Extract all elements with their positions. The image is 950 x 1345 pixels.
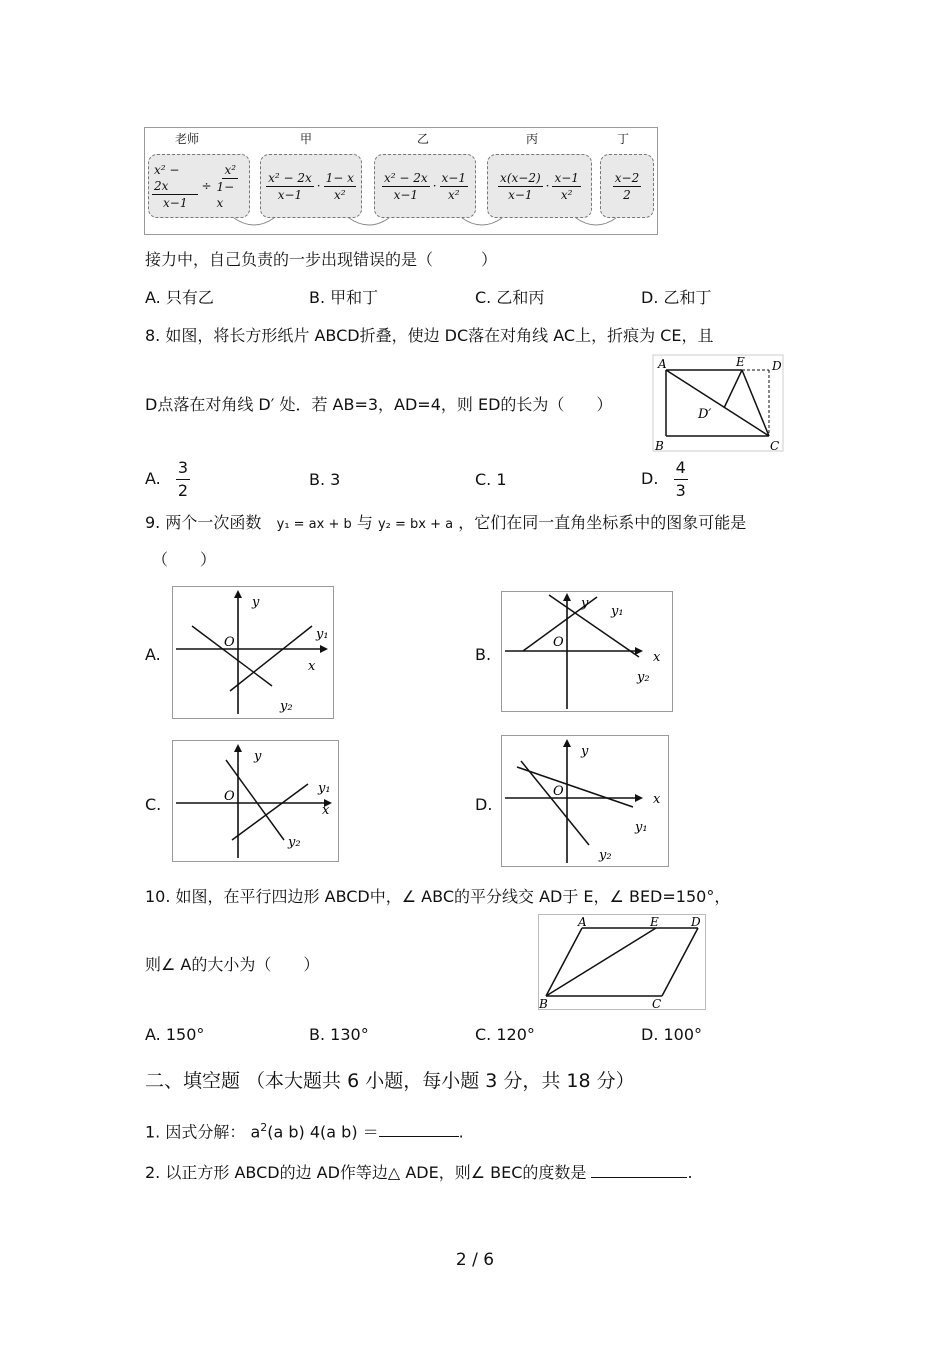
q8-label-e: E bbox=[736, 355, 745, 369]
q8-option-a bbox=[145, 458, 190, 501]
q8-figure bbox=[652, 354, 784, 452]
q9-c-y2-label: y₂ bbox=[288, 835, 301, 850]
q10-label-a: A bbox=[578, 915, 587, 929]
q9-a-y1-label: y₁ bbox=[316, 627, 329, 642]
box2-f2-num: x−1 bbox=[441, 170, 466, 185]
box3-f2-num: x−1 bbox=[554, 170, 579, 185]
q9-b-y1-label: y₁ bbox=[611, 604, 624, 619]
q9-option-d-label: D. bbox=[475, 795, 493, 814]
box3-f1-den: x−1 bbox=[508, 187, 533, 202]
fill-q1-prefix: 1. 因式分解： a bbox=[145, 1122, 261, 1142]
q9-function-1: y₁ = ax + b bbox=[276, 517, 352, 532]
q10-line1: 10. 如图，在平行四边形 ABCD中，∠ ABC的平分线交 AD于 E，∠ BED=150°， bbox=[145, 887, 731, 906]
q9-d-origin-label: O bbox=[553, 784, 564, 799]
fill-q2-text: 2. 以正方形 ABCD的边 AD作等边△ ADE，则∠ BEC的度数是 bbox=[145, 1163, 587, 1182]
box3-f2-den: x² bbox=[560, 187, 573, 202]
fill-q2 bbox=[145, 1161, 693, 1184]
q8-option-d-label: D. bbox=[641, 469, 659, 488]
q10-option-a: A. 150° bbox=[145, 1025, 205, 1044]
q8-option-b: B. 3 bbox=[309, 470, 341, 489]
relay-arrow-3 bbox=[462, 218, 502, 225]
q7-option-b: B. 甲和丁 bbox=[309, 288, 379, 307]
q7-text: 接力中，自己负责的一步出现错误的是（ ） bbox=[145, 250, 498, 269]
q9-graph-d bbox=[501, 735, 669, 867]
q9-suffix: ，它们在同一直角坐标系中的图象可能是 bbox=[458, 513, 747, 532]
box3-op: · bbox=[545, 179, 550, 193]
q8-option-a-den: 2 bbox=[177, 481, 189, 500]
q8-option-d bbox=[641, 458, 688, 501]
q10-label-b: B bbox=[539, 997, 548, 1010]
q8-label-d: D bbox=[772, 359, 782, 373]
relay-box-jia bbox=[260, 154, 362, 218]
q9-a-origin-label: O bbox=[224, 635, 235, 650]
q10-label-c: C bbox=[652, 997, 662, 1010]
q9-a-y-label: y bbox=[252, 595, 260, 610]
box4-num: x−2 bbox=[614, 170, 640, 185]
q9-b-y2-label: y₂ bbox=[637, 670, 650, 685]
section-2-heading: 二、填空题 （本大题共 6 小题，每小题 3 分，共 18 分） bbox=[145, 1070, 635, 1092]
q9-stem bbox=[145, 512, 746, 536]
relay-header-ding: 丁 bbox=[617, 132, 630, 146]
q7-option-a: A. 只有乙 bbox=[145, 288, 214, 307]
q9-a-x-label: x bbox=[308, 659, 316, 674]
q10-label-e: E bbox=[650, 915, 659, 929]
q9-c-y1-label: y₁ bbox=[318, 781, 331, 796]
q9-a-y2-label: y₂ bbox=[280, 699, 293, 714]
relay-box-teacher bbox=[148, 154, 250, 218]
q10-option-c: C. 120° bbox=[475, 1025, 535, 1044]
q8-line1: 8. 如图，将长方形纸片 ABCD折叠，使边 DC落在对角线 AC上，折痕为 CE，且 bbox=[145, 326, 714, 345]
q9-d-y1-label: y₁ bbox=[635, 820, 648, 835]
q10-option-b: B. 130° bbox=[309, 1025, 369, 1044]
box0-f1-num: x² − 2x bbox=[152, 162, 198, 195]
q10-line2: 则∠ A的大小为（ ） bbox=[145, 955, 320, 974]
fill-q1-answer-blank[interactable] bbox=[379, 1120, 459, 1137]
box1-f2-num: 1− x bbox=[325, 170, 354, 185]
q9-d-x-label: x bbox=[653, 792, 661, 807]
fill-q1-exponent: 2 bbox=[260, 1121, 268, 1134]
box0-f2-num: x² bbox=[224, 162, 237, 177]
q9-prefix: 9. 两个一次函数 bbox=[145, 513, 262, 532]
q9-c-y-label: y bbox=[254, 749, 262, 764]
relay-arrow-4 bbox=[576, 218, 616, 225]
fill-q2-end: . bbox=[687, 1163, 693, 1182]
relay-arrow-2 bbox=[349, 218, 389, 225]
fill-q1 bbox=[145, 1117, 464, 1143]
fill-q1-expression: (a b) 4(a b) ＝ bbox=[267, 1122, 379, 1142]
box2-f1-den: x−1 bbox=[393, 187, 419, 202]
q8-option-c: C. 1 bbox=[475, 470, 507, 489]
relay-arrow-1 bbox=[234, 218, 274, 225]
q10-label-d: D bbox=[691, 915, 701, 929]
q8-line2: D点落在对角线 D′ 处．若 AB=3，AD=4，则 ED的长为（ ） bbox=[145, 395, 613, 414]
q9-option-c-label: C. bbox=[145, 795, 162, 814]
relay-arrows bbox=[144, 212, 656, 234]
q8-option-d-den: 3 bbox=[675, 481, 686, 500]
q10-figure bbox=[538, 914, 706, 1010]
relay-header-yi: 乙 bbox=[417, 132, 430, 146]
q9-c-x-label: x bbox=[322, 803, 330, 818]
relay-box-yi bbox=[374, 154, 476, 218]
q8-label-a: A bbox=[658, 357, 667, 371]
box2-op: · bbox=[432, 179, 437, 193]
fill-q1-end: . bbox=[458, 1122, 464, 1142]
q9-b-y-label: y bbox=[581, 596, 589, 611]
box3-f1-num: x(x−2) bbox=[500, 170, 541, 185]
fill-q2-answer-blank[interactable] bbox=[591, 1161, 687, 1178]
box2-f1-num: x² − 2x bbox=[384, 170, 428, 185]
q9-graph-a bbox=[172, 586, 334, 719]
relay-box-ding bbox=[600, 154, 654, 218]
q9-paren: （ ） bbox=[152, 550, 217, 569]
relay-header-bing: 丙 bbox=[526, 132, 539, 146]
q8-option-a-num: 3 bbox=[177, 458, 189, 477]
q9-option-b-label: B. bbox=[475, 645, 492, 664]
box0-f2-den: 1− x bbox=[216, 179, 235, 210]
q9-d-y-label: y bbox=[581, 744, 589, 759]
q9-graph-c bbox=[172, 740, 339, 862]
q8-label-b: B bbox=[655, 439, 664, 452]
q9-b-x-label: x bbox=[653, 650, 661, 665]
q8-label-dprime: D′ bbox=[698, 407, 712, 422]
q9-b-origin-label: O bbox=[553, 635, 564, 650]
q8-option-d-num: 4 bbox=[675, 458, 686, 477]
q8-option-a-label: A. bbox=[145, 469, 161, 488]
q10-option-d: D. 100° bbox=[641, 1025, 703, 1044]
box1-f1-num: x² − 2x bbox=[268, 170, 312, 185]
box1-f1-den: x−1 bbox=[277, 187, 303, 202]
box0-f1-den: x−1 bbox=[163, 195, 188, 210]
box2-f2-den: x² bbox=[447, 187, 460, 202]
box4-den: 2 bbox=[623, 187, 631, 202]
q7-option-d: D. 乙和丁 bbox=[641, 288, 712, 307]
box0-op: ÷ bbox=[201, 179, 212, 193]
box1-op: · bbox=[316, 179, 321, 193]
q9-d-y2-label: y₂ bbox=[599, 848, 612, 863]
q9-function-2: y₂ = bx + a bbox=[377, 517, 454, 532]
page-indicator: 2 / 6 bbox=[455, 1250, 495, 1270]
relay-header-teacher: 老师 bbox=[175, 132, 200, 146]
q9-c-origin-label: O bbox=[224, 789, 235, 804]
relay-header-jia: 甲 bbox=[300, 132, 313, 146]
q9-graph-b bbox=[501, 591, 673, 712]
q8-label-c: C bbox=[770, 439, 780, 452]
q9-and: 与 bbox=[356, 513, 373, 532]
relay-box-bing bbox=[487, 154, 592, 218]
q9-option-a-label: A. bbox=[145, 645, 161, 664]
q7-option-c: C. 乙和丙 bbox=[475, 288, 545, 307]
box1-f2-den: x² bbox=[333, 187, 346, 202]
